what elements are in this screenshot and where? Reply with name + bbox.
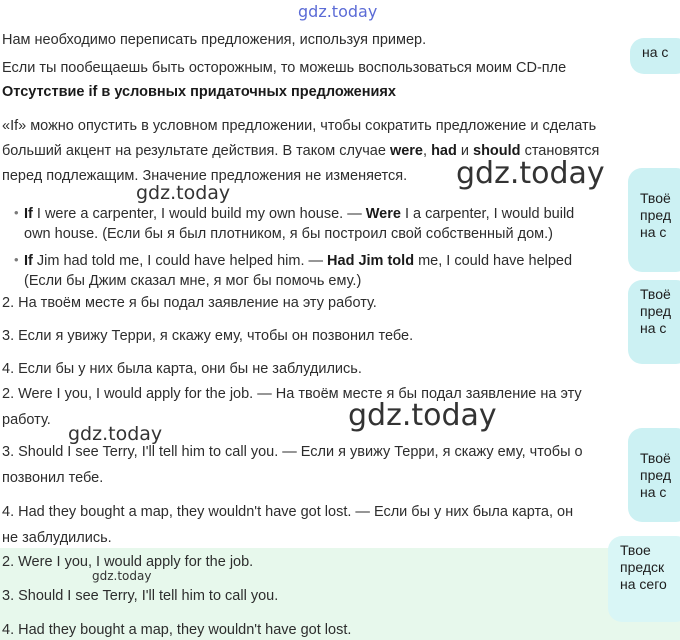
task-statement: Нам необходимо переписать предложения, используя пример. [2,32,427,48]
task-item: 3. Если я увижу Терри, я скажу ему, чтобы он позвонил тебе. [2,328,414,344]
task-item: 4. Если бы у них была карта, они бы не заблудились. [2,361,362,377]
watermark: gdz.today [456,156,605,191]
example-item: If I were a carpenter, I would build my own house. — Were I a carpenter, I would build [24,206,575,222]
short-answer: 2. Were I you, I would apply for the job. [2,554,254,570]
bullet-marker: • [14,205,19,220]
answer-item: 3. Should I see Terry, I'll tell him to call you. — Если я увижу Терри, я скажу ему, чтобы о [2,444,583,460]
keyword-should: should [473,143,521,159]
bullet-marker: • [14,252,19,267]
rule-text: «If» можно опустить в условном предложении, чтобы сократить предложение и сделать [2,118,597,134]
side-hint-bubble[interactable]: Твоё пред на с [628,428,680,522]
side-hint-bubble[interactable]: на с [630,38,680,74]
rule-text: перед подлежащим. Значение предложения не изменяется. [2,168,408,184]
example-item: If Jim had told me, I could have helped him. — Had Jim told me, I could have helped [24,253,573,269]
watermark: gdz.today [136,182,231,204]
side-hint-bubble[interactable]: Твое предск на сего [608,536,680,622]
answer-item-continued: работу. [2,412,51,428]
watermark: gdz.today [68,423,163,445]
example-sentence: Если ты пообещаешь быть осторожным, то можешь воспользоваться моим CD-пле [2,60,567,76]
keyword-had: had [431,143,457,159]
task-item: 2. На твоём месте я бы подал заявление на эту работу. [2,295,377,311]
side-hint-bubble[interactable]: Твоё пред на с [628,168,680,272]
answer-item: 4. Had they bought a map, they wouldn't have got lost. — Если бы у них была карта, он [2,504,574,520]
rule-text: больший акцент на результате действия. В таком случае were, had и should становятся [2,143,600,159]
short-answer: 3. Should I see Terry, I'll tell him to call you. [2,588,279,604]
example-translation: (Если бы Джим сказал мне, я мог бы помочь ему.) [24,273,362,289]
answer-item: 2. Were I you, I would apply for the job. — На твоём месте я бы подал заявление на эту [2,386,582,402]
keyword-were: were [389,143,423,159]
watermark: gdz.today [348,398,497,433]
watermark: gdz.today [92,569,152,583]
answer-item-continued: не заблудились. [2,530,112,546]
side-hint-bubble[interactable]: Твоё пред на с [628,280,680,364]
short-answer: 4. Had they bought a map, they wouldn't have got lost. [2,622,352,638]
watermark: gdz.today [298,2,378,21]
section-heading: Отсутствие if в условных придаточных предложениях [2,84,396,100]
example-translation: own house. (Если бы я был плотником, я бы построил свой собственный дом.) [24,226,553,242]
answer-item-continued: позвонил тебе. [2,470,104,486]
